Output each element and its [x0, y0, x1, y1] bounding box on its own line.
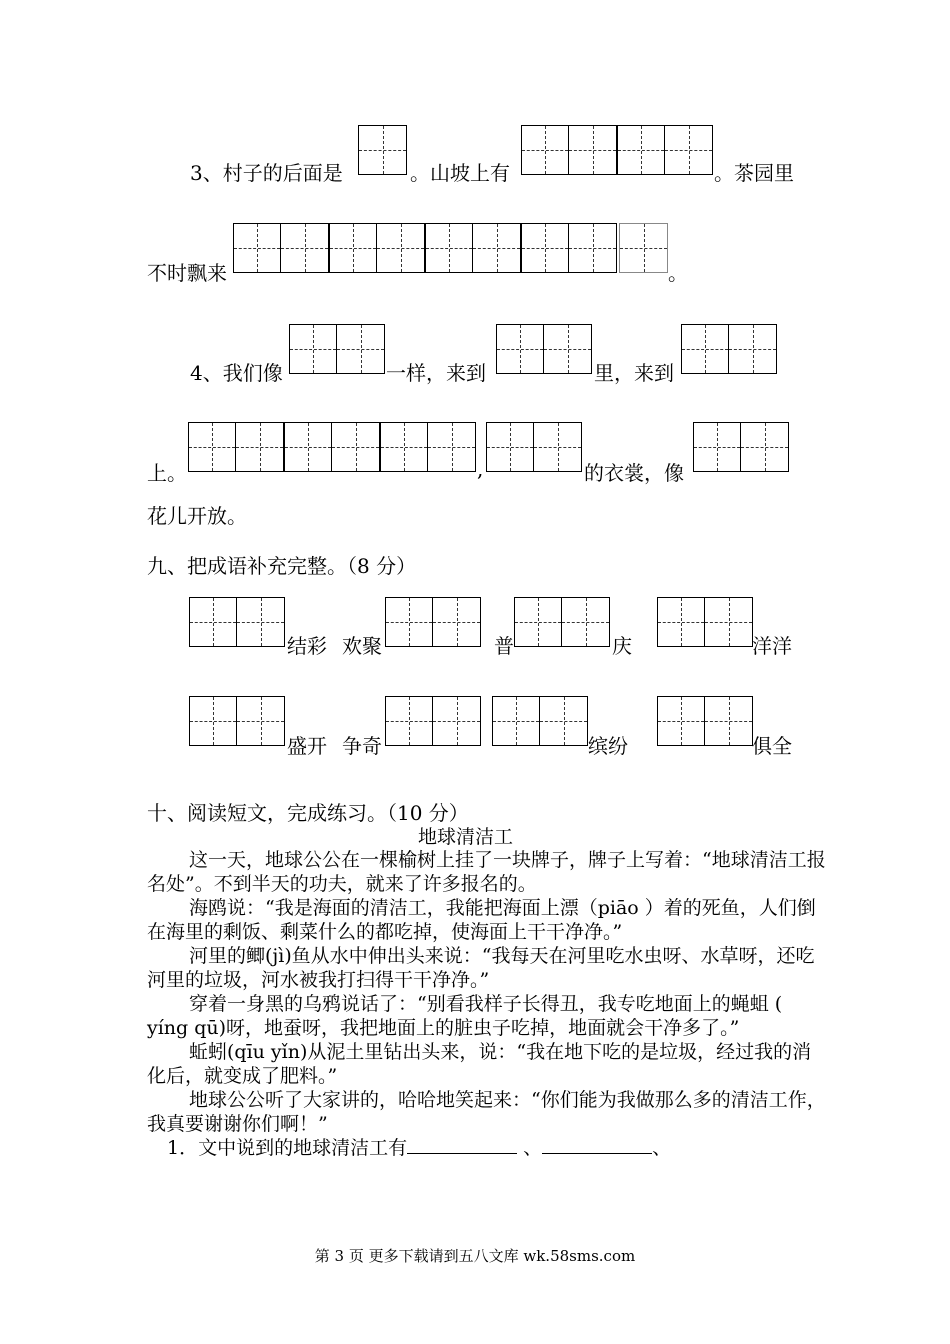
q4-line1-text-a: 4、我们像 — [190, 361, 283, 385]
question-1-text: 1．文中说到的地球清洁工有 — [167, 1137, 408, 1159]
passage-paragraph-2: 海鸥说：“我是海面的清洁工，我能把海面上漂（piāo ）着的死鱼，人们倒在海里的剩饭、剩菜什么的都吃掉，使海面上干干净净。” — [147, 897, 816, 943]
q4-line2-text-b: , — [477, 457, 484, 481]
question-1-sep-1: 、 — [523, 1137, 543, 1159]
passage-paragraph-4: 穿着一身黑的乌鸦说话了：“别看我样子长得丑，我专吃地面上的蝇蛆 ( yíng qū)呀，地蚕呀，我把地面上的脏虫子吃掉，地面就会干净多了。” — [147, 993, 783, 1039]
idiom-text-6: 盛开 — [287, 734, 327, 758]
idiom-blank-7[interactable] — [492, 696, 588, 746]
idiom-blank-4[interactable] — [657, 597, 753, 647]
idiom-blank-6[interactable] — [385, 696, 481, 746]
idiom-blank-1[interactable] — [189, 597, 285, 647]
section9-heading: 九、把成语补充完整。（8 分） — [147, 554, 417, 578]
q4-line3-text: 花儿开放。 — [147, 504, 247, 528]
passage-paragraph-1: 这一天，地球公公在一棵榆树上挂了一块牌子，牌子上写着：“地球清洁工报名处”。不到半天的功夫，就来了许多报名的。 — [147, 849, 826, 895]
idiom-text-2: 欢聚 — [342, 634, 382, 658]
question-1-sep-2: 、 — [652, 1137, 672, 1159]
q4-blank-6[interactable] — [380, 422, 476, 472]
passage-paragraph-6: 地球公公听了大家讲的，哈哈地笑起来：“你们能为我做那么多的清洁工作，我真要谢谢你们啊！” — [147, 1089, 826, 1135]
passage-paragraph-5: 蚯蚓(qīu yǐn)从泥土里钻出头来，说：“我在地下吃的是垃圾，经过我的消化后，就变成了肥料。” — [147, 1041, 812, 1087]
q4-blank-5[interactable] — [284, 422, 380, 472]
idiom-text-5: 洋洋 — [752, 634, 792, 658]
q3-line1-text-a: 3、村子的后面是 — [190, 161, 343, 185]
answer-blank-2[interactable] — [542, 1137, 652, 1154]
q4-line1-text-c: 里，来到 — [594, 361, 674, 385]
idiom-text-9: 俱全 — [752, 734, 792, 758]
q3-blank-2[interactable] — [521, 125, 617, 175]
q4-blank-2[interactable] — [496, 324, 592, 374]
answer-blank-1[interactable] — [407, 1137, 517, 1154]
q4-line2-text-c: 的衣裳，像 — [584, 461, 684, 485]
idiom-text-4: 庆 — [612, 634, 632, 658]
idiom-text-7: 争奇 — [342, 734, 382, 758]
q4-blank-8[interactable] — [693, 422, 789, 472]
q4-blank-1[interactable] — [289, 324, 385, 374]
q3-line1-text-c: 。茶园里 — [714, 161, 794, 185]
q4-blank-3[interactable] — [681, 324, 777, 374]
passage-title: 地球清洁工 — [418, 826, 514, 848]
passage-body — [147, 848, 827, 1160]
idiom-blank-8[interactable] — [657, 696, 753, 746]
idiom-text-8: 缤纷 — [588, 734, 628, 758]
section10-heading: 十、阅读短文，完成练习。（10 分） — [147, 801, 469, 825]
question-1 — [147, 1136, 827, 1160]
idiom-blank-5[interactable] — [189, 696, 285, 746]
q3-line2-text-a: 不时飘来 — [147, 261, 227, 285]
q4-blank-7[interactable] — [486, 422, 582, 472]
q3-blank-3[interactable] — [617, 125, 713, 175]
q3-blank-8[interactable] — [619, 223, 668, 273]
q4-line2-text-a: 上。 — [147, 461, 187, 485]
idiom-text-1: 结彩 — [287, 634, 327, 658]
q3-blank-4[interactable] — [233, 223, 329, 273]
q3-blank-7[interactable] — [521, 223, 617, 273]
idiom-blank-3[interactable] — [514, 597, 610, 647]
q3-blank-1[interactable] — [358, 125, 407, 175]
idiom-text-3: 普 — [494, 634, 514, 658]
q3-line2-text-b: 。 — [668, 261, 688, 285]
idiom-blank-2[interactable] — [385, 597, 481, 647]
q3-blank-5[interactable] — [329, 223, 425, 273]
q4-line1-text-b: 一样，来到 — [386, 361, 486, 385]
passage-paragraph-3: 河里的鲫(jì)鱼从水中伸出头来说：“我每天在河里吃水虫呀、水草呀，还吃河里的垃圾，河水被我打扫得干干净净。” — [147, 945, 815, 991]
q3-blank-6[interactable] — [425, 223, 521, 273]
page-footer: 第 3 页 更多下载请到五八文库 wk.58sms.com — [314, 1247, 636, 1265]
q3-line1-text-b: 。山坡上有 — [410, 161, 510, 185]
q4-blank-4[interactable] — [188, 422, 284, 472]
